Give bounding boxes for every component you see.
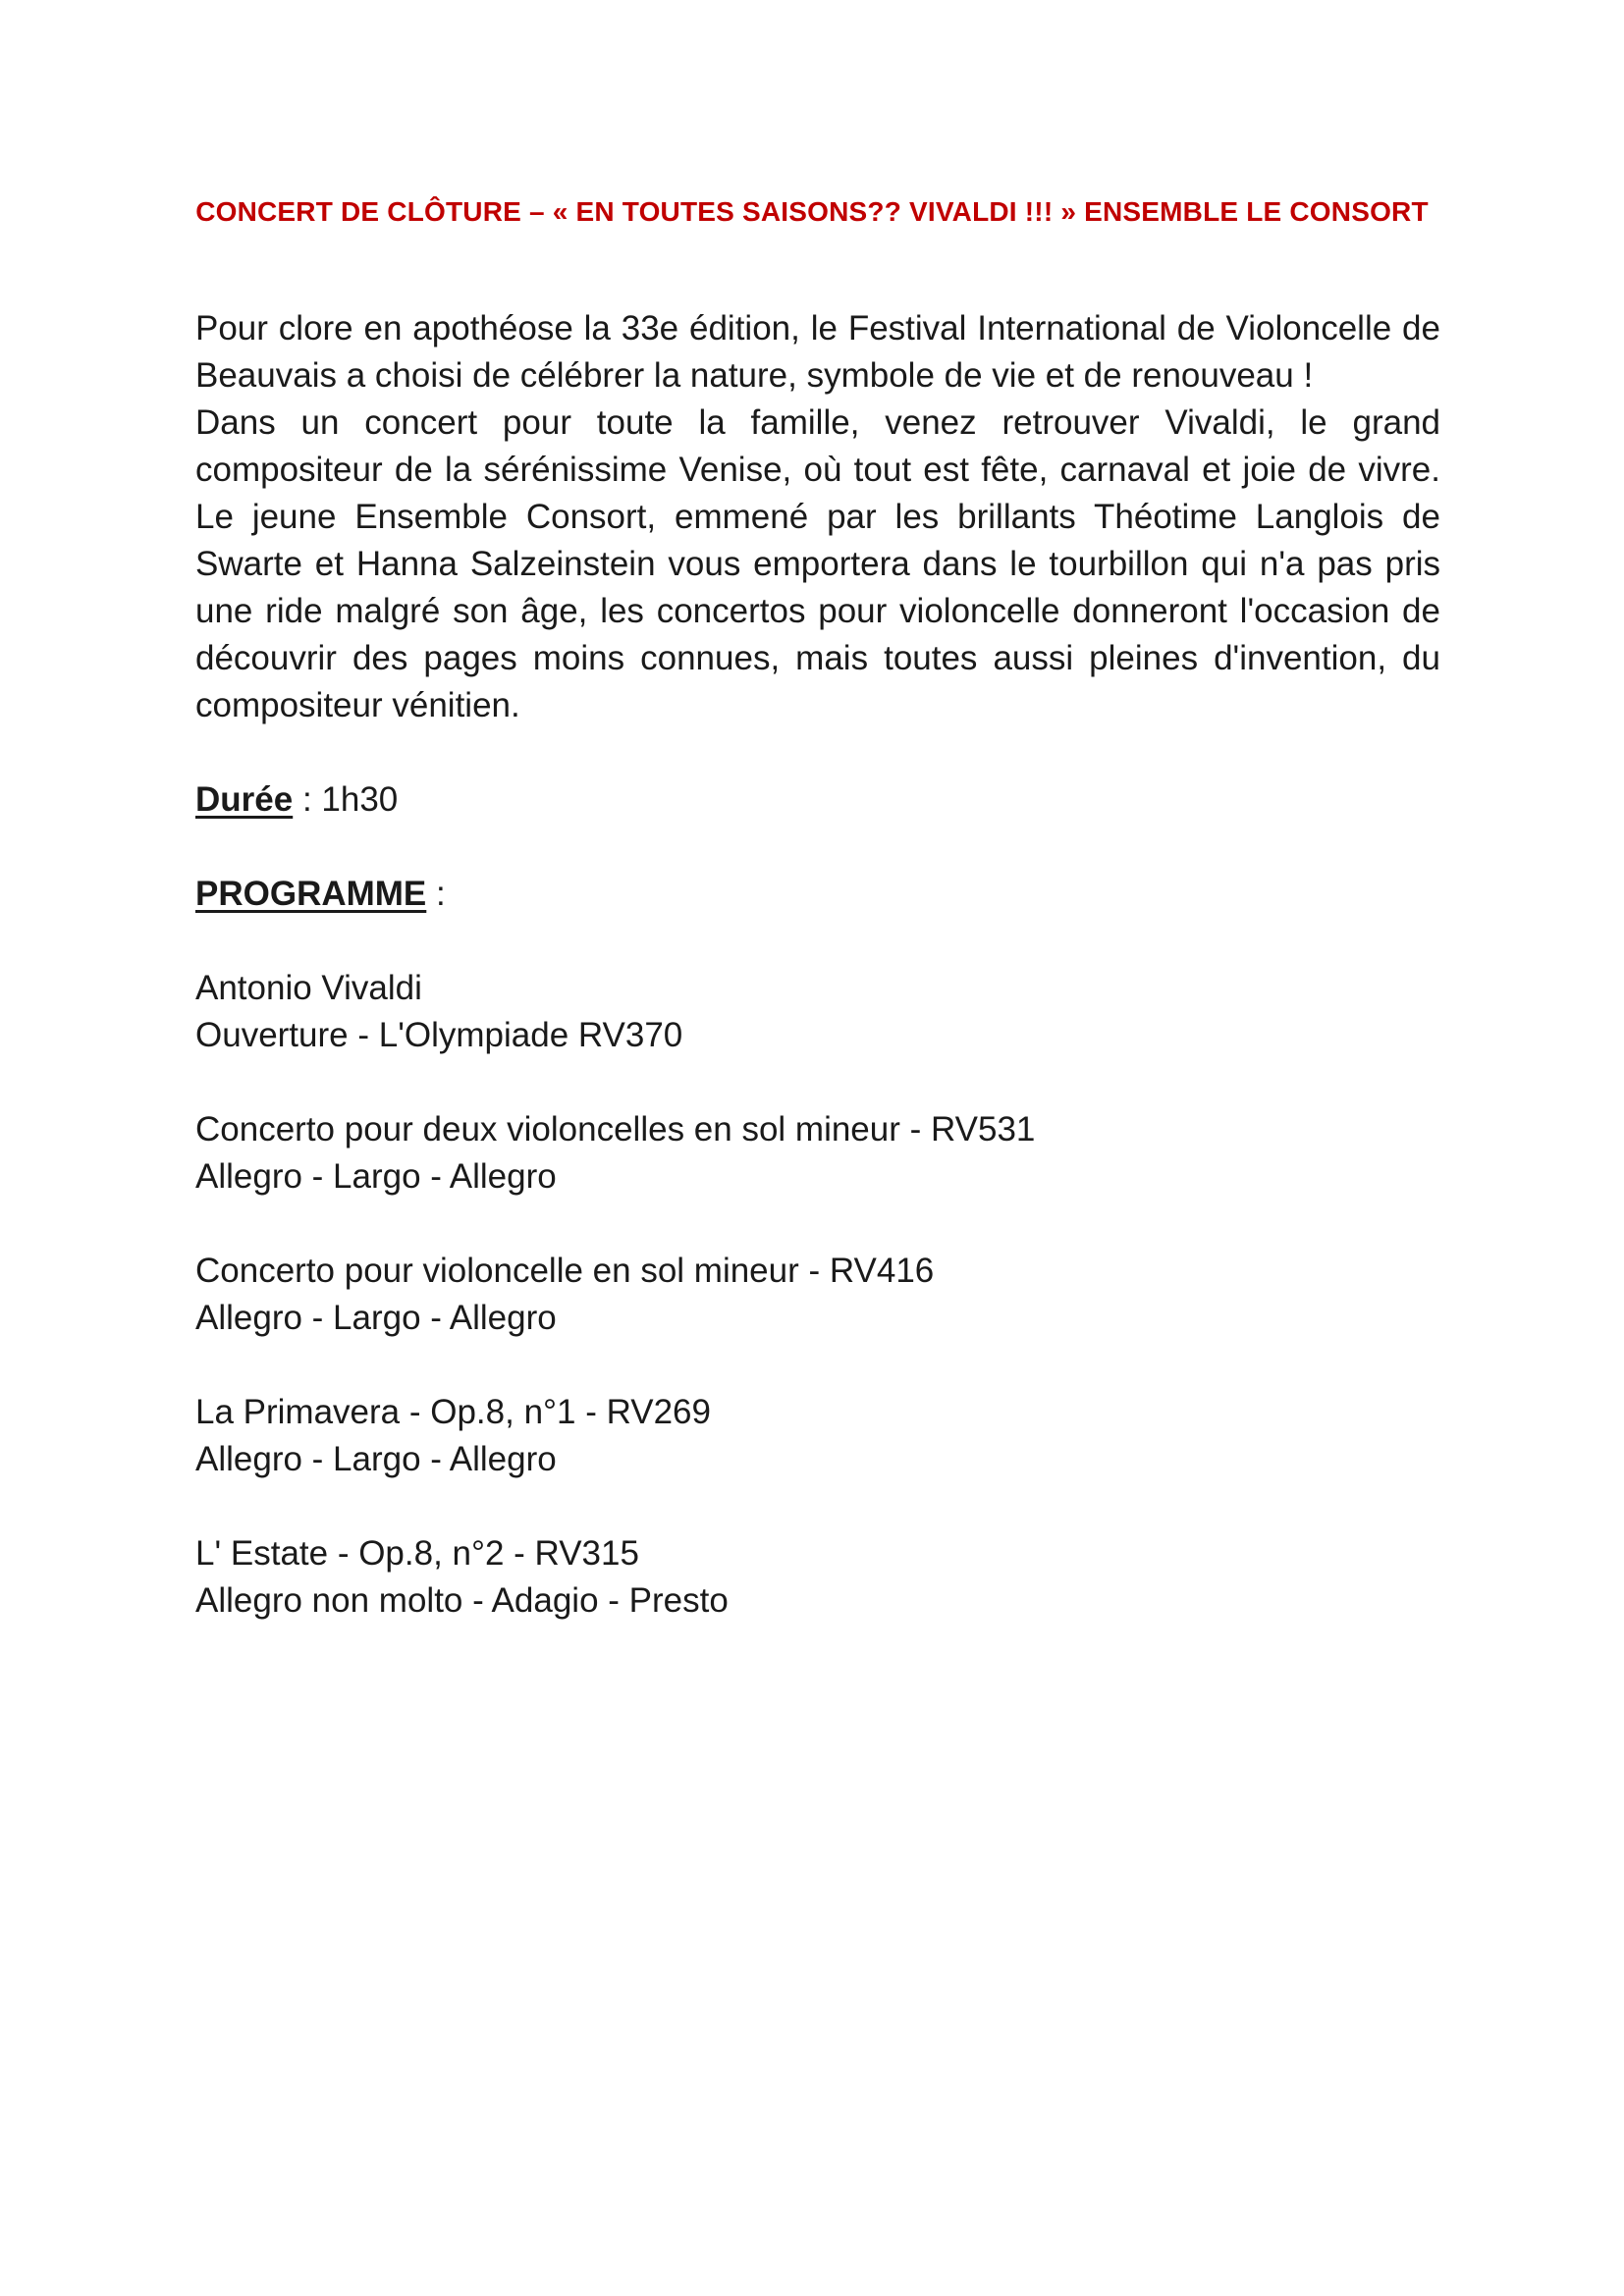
program-item xyxy=(195,1389,1440,1483)
program-item-detail: Allegro non molto - Adagio - Presto xyxy=(195,1581,729,1620)
program-item-title: L' Estate - Op.8, n°2 - RV315 xyxy=(195,1534,639,1573)
program-label: PROGRAMME xyxy=(195,875,427,913)
program-list xyxy=(195,965,1440,1672)
program-item xyxy=(195,1106,1440,1201)
program-item-title: Concerto pour deux violoncelles en sol mineur - RV531 xyxy=(195,1110,1036,1148)
duration-line xyxy=(195,776,1440,824)
program-separator: : xyxy=(426,875,446,913)
program-item xyxy=(195,965,1440,1059)
program-item-title: La Primavera - Op.8, n°1 - RV269 xyxy=(195,1393,711,1431)
intro-section xyxy=(195,305,1440,729)
intro-paragraph-2: Dans un concert pour toute la famille, venez retrouver Vivaldi, le grand compositeur de la sérénissime Venise, où tout est fête, carnaval et joie de vivre. Le jeune Ensemble Consort, emmené par les brillants Théotime Langlois de Swarte et Hanna Salzeinstein vous emportera dans le tourbillon qui n'a pas pris une ride malgré son âge, les concertos pour violoncelle donneront l'occasion de découvrir des pages moins connues, mais toutes aussi pleines d'invention, du compositeur vénitien. xyxy=(195,403,1440,724)
duration-label: Durée xyxy=(195,780,294,819)
program-item-title: Concerto pour violoncelle en sol mineur - RV416 xyxy=(195,1252,935,1290)
program-item xyxy=(195,1530,1440,1625)
program-heading xyxy=(195,871,1440,918)
program-item-title: Antonio Vivaldi xyxy=(195,969,422,1007)
duration-value: 1h30 xyxy=(321,780,399,819)
concert-title: CONCERT DE CLÔTURE – « EN TOUTES SAISONS?? VIVALDI !!! » ENSEMBLE LE CONSORT xyxy=(195,196,1429,227)
program-item-detail: Allegro - Largo - Allegro xyxy=(195,1157,557,1196)
program-item xyxy=(195,1248,1440,1342)
program-item-detail: Ouverture - L'Olympiade RV370 xyxy=(195,1016,683,1054)
program-item-detail: Allegro - Largo - Allegro xyxy=(195,1440,557,1478)
intro-paragraph-1: Pour clore en apothéose la 33e édition, le Festival International de Violoncelle de Beauvais a choisi de célébrer la nature, symbole de vie et de renouveau ! xyxy=(195,309,1440,395)
duration-separator: : xyxy=(293,780,322,819)
program-item-detail: Allegro - Largo - Allegro xyxy=(195,1299,557,1337)
